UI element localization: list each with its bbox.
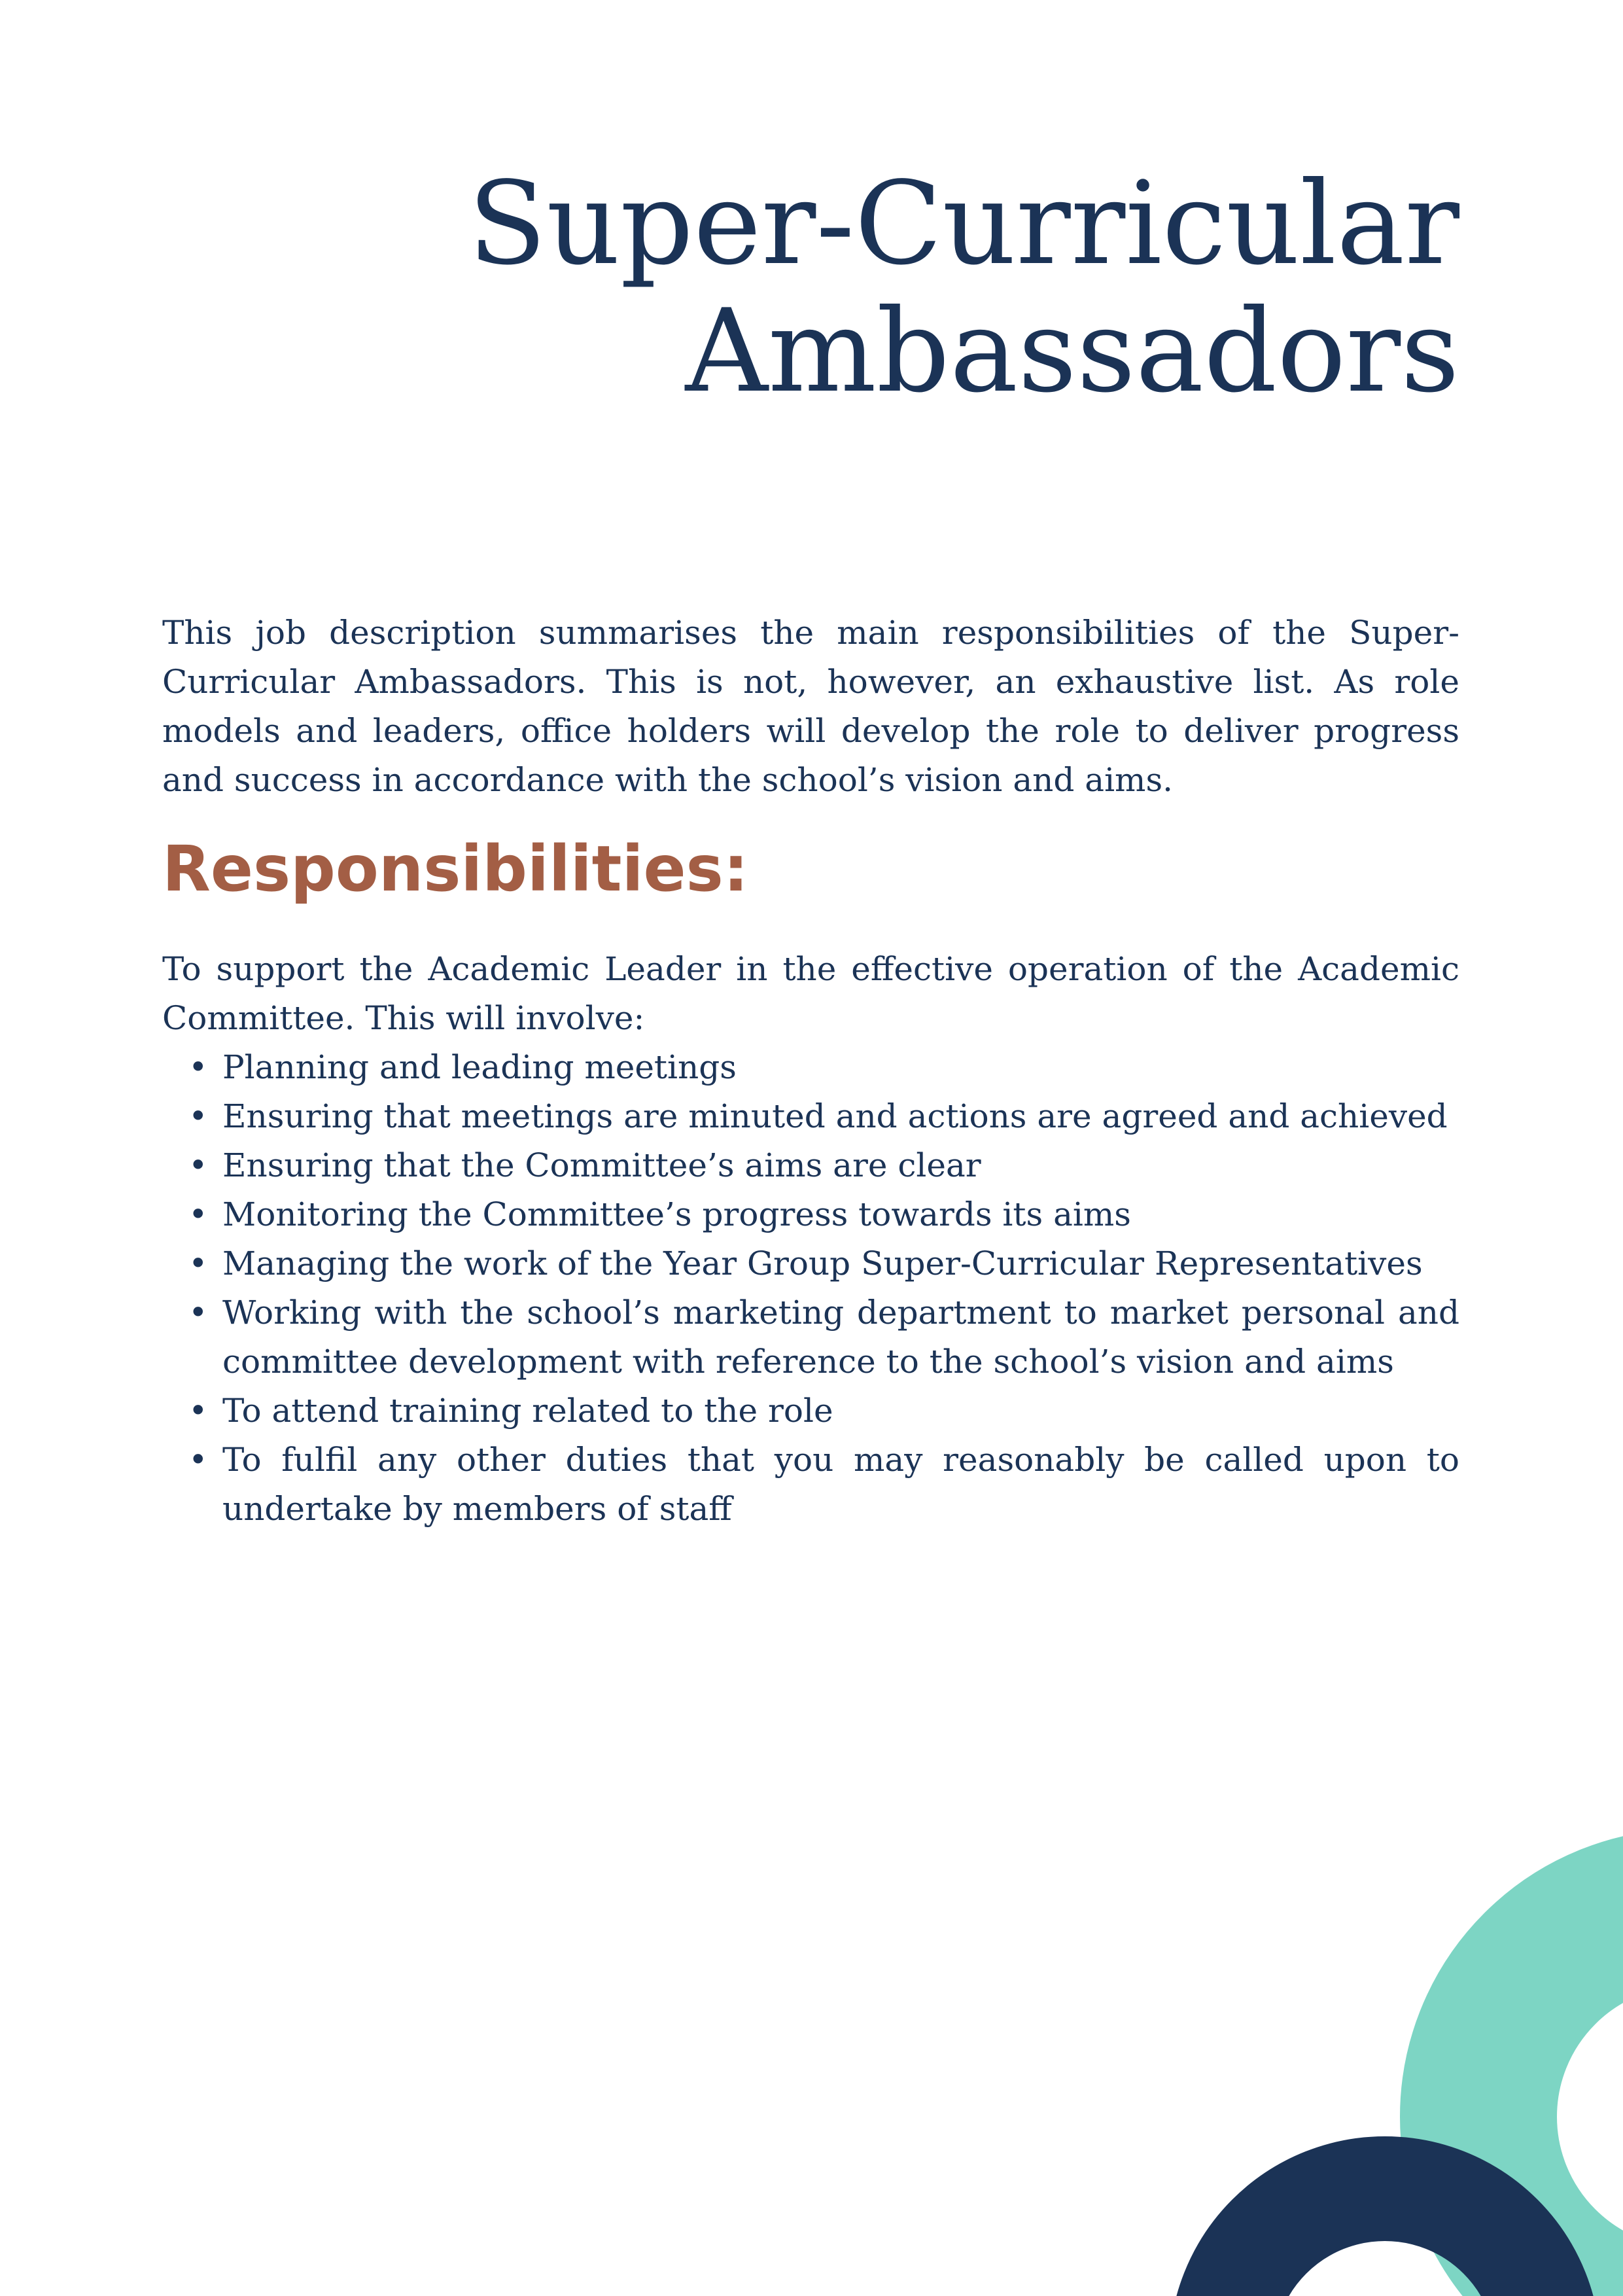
bullet-icon: •	[188, 1441, 208, 1479]
list-item-text: Working with the school’s marketing department to market personal and committee development with reference to the school’s vision and aims	[222, 1294, 1459, 1381]
bullet-icon: •	[188, 1245, 208, 1282]
list-item	[188, 1239, 1459, 1288]
bullet-icon: •	[188, 1097, 208, 1135]
list-item	[188, 1141, 1459, 1190]
list-item-text: Ensuring that the Committee’s aims are clear	[222, 1146, 981, 1184]
responsibilities-list	[162, 1043, 1459, 1534]
bullet-icon: •	[188, 1392, 208, 1430]
bullet-icon: •	[188, 1195, 208, 1233]
list-item-text: To attend training related to the role	[222, 1392, 833, 1430]
list-item	[188, 1092, 1459, 1141]
page-title	[282, 158, 1459, 418]
list-item-text: Monitoring the Committee’s progress towards its aims	[222, 1195, 1131, 1233]
list-item	[188, 1288, 1459, 1386]
list-item-text: Planning and leading meetings	[222, 1048, 737, 1086]
list-item	[188, 1043, 1459, 1092]
list-item	[188, 1386, 1459, 1436]
bullet-icon: •	[188, 1048, 208, 1086]
bullet-icon: •	[188, 1294, 208, 1332]
title-line-2: Ambassadors	[685, 285, 1459, 418]
teal-ring-decoration	[1478, 1907, 1623, 2296]
list-item	[188, 1436, 1459, 1534]
bullet-icon: •	[188, 1146, 208, 1184]
navy-ring-decoration	[1221, 2189, 1548, 2296]
list-item-text: Ensuring that meetings are minuted and actions are agreed and achieved	[222, 1097, 1448, 1135]
body-content	[162, 609, 1459, 1534]
lead-paragraph: To support the Academic Leader in the effective operation of the Academic Committee. This will involve:	[162, 950, 1459, 1037]
intro-paragraph: This job description summarises the main responsibilities of the Super-Curricular Ambassadors. This is not, however, an exhaustive list. As role models and leaders, office holders will develop the role to deliver progress and success in accordance with the school’s vision and aims.	[162, 614, 1459, 799]
list-item-text: Managing the work of the Year Group Super-Curricular Representatives	[222, 1245, 1423, 1282]
list-item	[188, 1190, 1459, 1239]
responsibilities-heading: Responsibilities:	[162, 832, 749, 906]
title-line-1: Super-Curricular	[468, 158, 1459, 291]
list-item-text: To fulfil any other duties that you may reasonably be called upon to undertake by members of staff	[222, 1441, 1459, 1528]
